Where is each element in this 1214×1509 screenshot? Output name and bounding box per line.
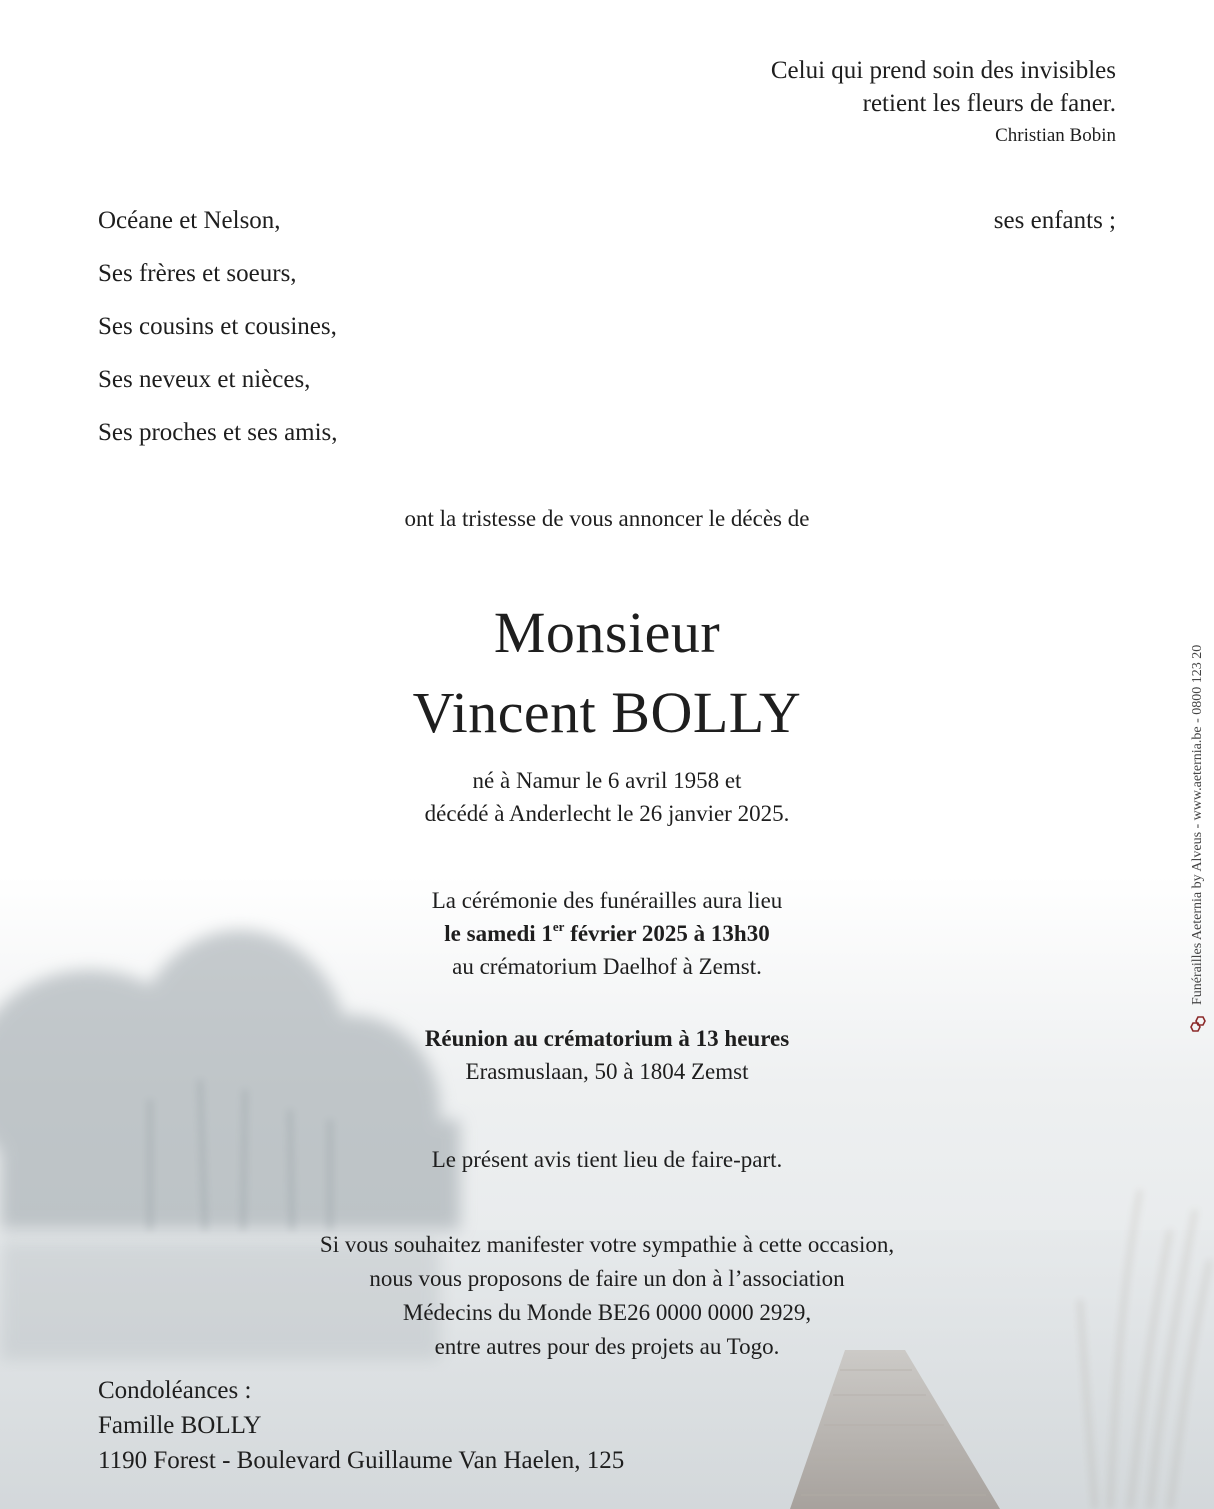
family-member: Ses cousins et cousines, [98, 313, 337, 340]
family-member: Océane et Nelson, [98, 207, 281, 234]
family-row [98, 201, 1116, 254]
deceased-name: Vincent BOLLY [412, 680, 802, 745]
ceremony-date-suffix: er [552, 919, 565, 935]
ceremony-info [0, 884, 1214, 983]
family-member: Ses proches et ses amis, [98, 419, 338, 446]
epigraph-line: Celui qui prend soin des invisibles [770, 57, 1116, 84]
epigraph-author: Christian Bobin [995, 125, 1116, 146]
ceremony-place: au crématorium Daelhof à Zemst. [452, 954, 762, 979]
donation-info [0, 1228, 1214, 1364]
epigraph-line: retient les fleurs de faner. [862, 90, 1116, 117]
family-member: Ses frères et soeurs, [98, 260, 297, 287]
reunion-time: Réunion au crématorium à 13 heures [424, 1026, 790, 1051]
family-list [98, 201, 1116, 466]
birth-line: né à Namur le 6 avril 1958 et [472, 768, 742, 793]
ceremony-date-end: février 2025 à 13h30 [564, 921, 770, 946]
condolences-address: 1190 Forest - Boulevard Guillaume Van Haelen, 125 [98, 1447, 625, 1474]
ceremony-date [0, 917, 1214, 950]
notice-text: Le présent avis tient lieu de faire-part. [431, 1147, 783, 1172]
deceased-title: Monsieur [493, 600, 721, 665]
reunion-address: Erasmuslaan, 50 à 1804 Zemst [465, 1059, 749, 1084]
death-line: décédé à Anderlecht le 26 janvier 2025. [424, 801, 790, 826]
family-relation: ses enfants ; [993, 207, 1116, 234]
funeral-home-credit [1190, 645, 1206, 1035]
ceremony-date-start: le samedi 1 [444, 921, 553, 946]
condolences-block [98, 1373, 624, 1478]
family-row [98, 307, 1116, 360]
donation-line: Médecins du Monde BE26 0000 0000 2929, [402, 1300, 812, 1325]
family-row [98, 254, 1116, 307]
condolences-name: Famille BOLLY [98, 1412, 262, 1439]
aeternia-logo-icon [1190, 1013, 1206, 1035]
announcement-text: ont la tristesse de vous annoncer le décès de [404, 506, 810, 531]
reunion-info [0, 1022, 1214, 1088]
life-dates [0, 764, 1214, 830]
family-row [98, 413, 1116, 466]
epigraph-quote [771, 54, 1116, 150]
family-row [98, 360, 1116, 413]
donation-line: nous vous proposons de faire un don à l’association [369, 1266, 845, 1291]
donation-line: entre autres pour des projets au Togo. [434, 1334, 780, 1359]
family-member: Ses neveux et nièces, [98, 366, 311, 393]
condolences-label: Condoléances : [98, 1377, 252, 1404]
ceremony-line: La cérémonie des funérailles aura lieu [431, 888, 783, 913]
donation-line: Si vous souhaitez manifester votre sympathie à cette occasion, [319, 1232, 895, 1257]
funeral-home-text: Funérailles Aeternia by Alveus - www.aeternia.be - 0800 123 20 [1190, 644, 1205, 1005]
